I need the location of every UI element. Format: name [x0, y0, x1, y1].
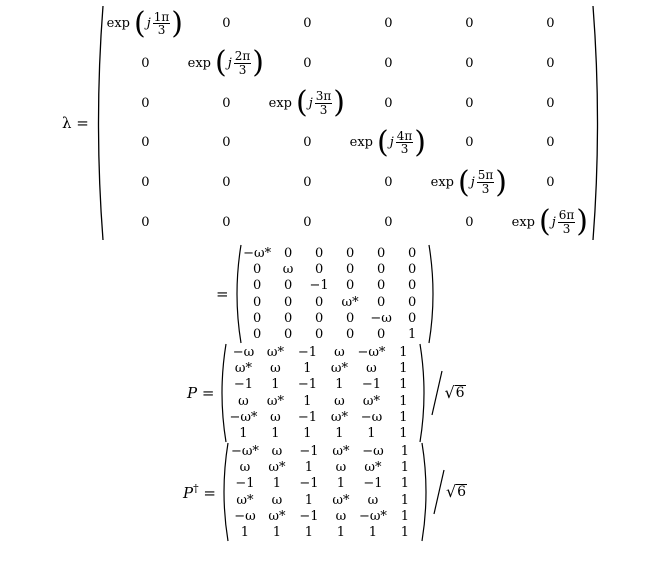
- matrix-entry: ω*: [332, 443, 350, 459]
- matrix-entry: 0: [252, 327, 262, 343]
- pdag-equation: [183, 442, 467, 542]
- diag-exp-entry: [348, 123, 429, 163]
- matrix-entry: 1: [304, 460, 314, 476]
- fraction-denominator: 3: [319, 102, 328, 117]
- matrix-entry: 1: [400, 476, 410, 492]
- right-paren: [428, 244, 437, 344]
- fraction: [558, 209, 576, 235]
- exp-label: exp: [106, 16, 131, 32]
- lambda-matrix: [105, 4, 591, 242]
- matrix-entry: 0: [407, 262, 417, 278]
- matrix-entry: ω*: [268, 460, 286, 476]
- slash: [432, 468, 446, 516]
- matrix-entry: 0: [283, 327, 293, 343]
- matrix-entry: 1: [335, 426, 344, 442]
- matrix-entry: 0: [283, 294, 293, 310]
- right-paren: [419, 343, 428, 443]
- matrix-row: [227, 377, 419, 393]
- matrix-entry: −ω*: [358, 508, 387, 524]
- matrix-entry: −1: [297, 377, 318, 393]
- zero-entry: 0: [303, 55, 312, 71]
- matrix-row: [105, 44, 591, 84]
- matrix-entry: −ω*: [230, 443, 259, 459]
- exp-label: exp: [349, 135, 374, 151]
- matrix-entry: 0: [376, 262, 386, 278]
- zero-entry: 0: [222, 95, 231, 111]
- matrix-entry: ω*: [330, 361, 348, 377]
- exp-close-paren: ): [333, 85, 346, 121]
- pdag-lhs: [183, 482, 216, 502]
- matrix-entry: −1: [363, 476, 383, 492]
- matrix-entry: −1: [309, 278, 329, 294]
- matrix-entry: 1: [400, 508, 410, 524]
- zero-entry: 0: [141, 95, 150, 111]
- matrix-entry: 0: [376, 294, 386, 310]
- fraction-denominator: 3: [157, 23, 166, 38]
- sqrt: √ 6: [445, 481, 467, 501]
- matrix-entry: 1: [272, 525, 282, 541]
- matrix-entry: ω*: [330, 409, 348, 425]
- right-paren: [591, 4, 603, 242]
- slash: [430, 369, 444, 417]
- matrix-entry: −1: [299, 476, 319, 492]
- matrix-entry: −1: [297, 344, 318, 360]
- exp-label: exp: [511, 214, 536, 230]
- fraction: [234, 50, 252, 76]
- matrix-entry: 1: [271, 426, 280, 442]
- matrix-entry: ω*: [341, 294, 359, 310]
- p-var: P: [187, 384, 198, 402]
- matrix-row: [227, 426, 419, 442]
- exp-label: exp: [430, 175, 455, 191]
- matrix-entry: 0: [376, 278, 386, 294]
- j-label: j: [389, 135, 394, 151]
- left-paren: [233, 244, 242, 344]
- zero-entry: 0: [384, 55, 393, 71]
- diag-exp-entry: [186, 44, 267, 84]
- matrix-entry: 1: [303, 426, 312, 442]
- p-equation: [187, 343, 466, 443]
- matrix-entry: 1: [400, 443, 410, 459]
- matrix-row: [242, 245, 428, 261]
- zero-entry: 0: [222, 214, 231, 230]
- zero-entry: 0: [222, 16, 231, 32]
- zero-entry: 0: [384, 214, 393, 230]
- matrix-entry: 1: [271, 377, 280, 393]
- zero-entry: 0: [465, 55, 474, 71]
- matrix-row: [105, 202, 591, 242]
- matrix-entry: 1: [399, 361, 408, 377]
- zero-entry: 0: [222, 135, 231, 151]
- sqrt-arg: 6: [457, 483, 467, 500]
- matrix-entry: ω*: [364, 460, 382, 476]
- matrix-entry: 1: [399, 377, 408, 393]
- zero-entry: 0: [141, 55, 150, 71]
- matrix-entry: 0: [283, 310, 293, 326]
- matrix-entry: 1: [368, 525, 378, 541]
- lambda-equation: [62, 4, 603, 242]
- matrix-entry: 1: [336, 525, 346, 541]
- matrix-entry: ω: [239, 460, 251, 476]
- matrix-entry: 0: [314, 310, 324, 326]
- matrix-entry: 0: [252, 262, 262, 278]
- diag-exp-entry: [510, 202, 591, 242]
- fraction: [153, 11, 171, 37]
- zero-entry: 0: [141, 214, 150, 230]
- exp-close-paren: ): [414, 124, 427, 160]
- matrix-entry: ω: [271, 443, 283, 459]
- zero-entry: 0: [141, 135, 150, 151]
- matrix-row: [227, 344, 419, 360]
- matrix-entry: 1: [303, 361, 312, 377]
- matrix-entry: 0: [345, 310, 355, 326]
- matrix-entry: 1: [336, 476, 346, 492]
- exp-close-paren: ): [252, 45, 265, 81]
- matrix-row: [229, 443, 421, 459]
- matrix-row: [227, 360, 419, 376]
- matrix-entry: 0: [252, 310, 262, 326]
- omega-equation: [216, 244, 437, 344]
- exp-open-paren: (: [458, 164, 470, 200]
- exp-open-paren: (: [296, 85, 308, 121]
- matrix-entry: 0: [314, 245, 324, 261]
- matrix-entry: 0: [345, 278, 355, 294]
- matrix-entry: −1: [297, 409, 318, 425]
- matrix-entry: ω*: [362, 393, 380, 409]
- p-lhs: [187, 384, 214, 402]
- matrix-row: [229, 492, 421, 508]
- matrix-entry: −ω*: [243, 245, 272, 261]
- matrix-entry: 0: [407, 294, 417, 310]
- fraction-denominator: 3: [238, 62, 247, 77]
- matrix-entry: −ω: [362, 443, 384, 459]
- zero-entry: 0: [303, 175, 312, 191]
- matrix-entry: −1: [299, 508, 319, 524]
- matrix-entry: 1: [239, 426, 248, 442]
- matrix-entry: 0: [345, 245, 355, 261]
- matrix-entry: ω: [335, 460, 347, 476]
- matrix-row: [227, 409, 419, 425]
- zero-entry: 0: [303, 135, 312, 151]
- matrix-row: [105, 123, 591, 163]
- matrix-entry: 0: [283, 278, 293, 294]
- matrix-entry: ω: [367, 492, 379, 508]
- matrix-entry: 0: [345, 327, 355, 343]
- dagger: †: [193, 482, 199, 495]
- j-label: j: [470, 175, 475, 191]
- matrix-entry: 0: [314, 294, 324, 310]
- matrix-entry: ω: [335, 508, 347, 524]
- matrix-entry: −ω*: [229, 409, 258, 425]
- fraction-denominator: 3: [400, 142, 409, 157]
- matrix-entry: ω: [271, 492, 283, 508]
- fraction-numerator: 2π: [234, 49, 251, 64]
- zero-entry: 0: [141, 175, 150, 191]
- matrix-entry: ω*: [268, 508, 286, 524]
- matrix-entry: 0: [314, 327, 324, 343]
- omega-matrix: [242, 245, 428, 343]
- matrix-entry: −ω: [232, 344, 255, 360]
- sqrt: √ 6: [444, 382, 465, 402]
- left-paren: [218, 343, 227, 443]
- matrix-entry: ω: [334, 393, 345, 409]
- right-paren: [421, 442, 430, 542]
- p-eq-sign: =: [197, 384, 215, 402]
- matrix-entry: −ω*: [357, 344, 386, 360]
- matrix-entry: ω: [282, 262, 294, 278]
- p-matrix: [227, 344, 419, 442]
- matrix-entry: 1: [240, 525, 250, 541]
- exp-close-paren: ): [171, 5, 184, 41]
- matrix-row: [229, 459, 421, 475]
- matrix-row: [105, 163, 591, 203]
- matrix-entry: −ω: [234, 508, 256, 524]
- fraction-denominator: 3: [562, 221, 571, 236]
- exp-close-paren: ): [576, 204, 589, 240]
- matrix-row: [242, 310, 428, 326]
- matrix-entry: −1: [235, 476, 255, 492]
- zero-entry: 0: [546, 135, 555, 151]
- matrix-entry: −ω: [360, 409, 383, 425]
- fraction: [477, 169, 495, 195]
- j-label: j: [227, 55, 232, 71]
- lambda-lhs: λ =: [62, 114, 89, 132]
- zero-entry: 0: [546, 95, 555, 111]
- matrix-row: [229, 508, 421, 524]
- matrix-row: [229, 476, 421, 492]
- matrix-entry: ω: [366, 361, 377, 377]
- matrix-entry: 1: [367, 426, 376, 442]
- p-normalization: [430, 369, 465, 417]
- j-label: j: [146, 16, 151, 32]
- matrix-entry: 1: [399, 409, 408, 425]
- pdag-var: P: [183, 484, 194, 502]
- matrix-entry: 1: [399, 393, 408, 409]
- fraction-numerator: 5π: [477, 168, 494, 183]
- fraction-numerator: 1π: [153, 9, 170, 24]
- matrix-entry: 0: [283, 245, 293, 261]
- fraction-numerator: 6π: [558, 208, 575, 223]
- matrix-row: [105, 4, 591, 44]
- matrix-entry: 0: [407, 278, 417, 294]
- pdag-matrix: [229, 443, 421, 541]
- zero-entry: 0: [465, 16, 474, 32]
- matrix-entry: ω*: [234, 361, 252, 377]
- matrix-entry: 1: [304, 492, 314, 508]
- omega-lhs: =: [216, 285, 229, 303]
- matrix-entry: 1: [400, 492, 410, 508]
- fraction: [315, 90, 333, 116]
- sqrt-arg: 6: [455, 384, 465, 401]
- exp-label: exp: [187, 55, 212, 71]
- matrix-entry: 1: [399, 344, 408, 360]
- zero-entry: 0: [465, 214, 474, 230]
- exp-open-paren: (: [134, 5, 146, 41]
- exp-label: exp: [268, 95, 293, 111]
- matrix-row: [105, 83, 591, 123]
- matrix-entry: 0: [407, 245, 417, 261]
- matrix-entry: 0: [345, 262, 355, 278]
- matrix-row: [242, 278, 428, 294]
- matrix-entry: −ω: [370, 310, 392, 326]
- matrix-entry: ω*: [266, 344, 284, 360]
- matrix-entry: ω: [334, 344, 345, 360]
- matrix-entry: ω*: [332, 492, 350, 508]
- fraction-denominator: 3: [481, 182, 490, 197]
- matrix-entry: 1: [400, 460, 410, 476]
- pdag-eq-sign: =: [198, 484, 216, 502]
- matrix-row: [227, 393, 419, 409]
- matrix-entry: 1: [400, 525, 410, 541]
- exp-close-paren: ): [495, 164, 508, 200]
- exp-open-paren: (: [215, 45, 227, 81]
- matrix-row: [242, 327, 428, 343]
- matrix-entry: 1: [407, 327, 417, 343]
- j-label: j: [551, 214, 556, 230]
- zero-entry: 0: [384, 175, 393, 191]
- matrix-entry: 1: [272, 476, 282, 492]
- zero-entry: 0: [465, 95, 474, 111]
- matrix-entry: 0: [252, 278, 262, 294]
- diag-exp-entry: [105, 4, 186, 44]
- matrix-entry: 0: [252, 294, 262, 310]
- zero-entry: 0: [222, 175, 231, 191]
- zero-entry: 0: [384, 16, 393, 32]
- matrix-entry: 1: [399, 426, 408, 442]
- matrix-entry: ω: [238, 393, 249, 409]
- matrix-entry: ω: [270, 409, 281, 425]
- left-paren: [93, 4, 105, 242]
- matrix-entry: −1: [299, 443, 319, 459]
- zero-entry: 0: [546, 55, 555, 71]
- pdag-normalization: [432, 468, 467, 516]
- matrix-entry: 1: [335, 377, 344, 393]
- fraction: [396, 130, 414, 156]
- matrix-entry: 0: [407, 310, 417, 326]
- matrix-row: [229, 525, 421, 541]
- matrix-entry: −1: [361, 377, 382, 393]
- exp-open-paren: (: [539, 204, 551, 240]
- fraction-numerator: 3π: [315, 89, 332, 104]
- zero-entry: 0: [303, 214, 312, 230]
- matrix-entry: ω: [270, 361, 281, 377]
- matrix-entry: ω*: [266, 393, 284, 409]
- matrix-entry: 0: [376, 245, 386, 261]
- matrix-row: [242, 261, 428, 277]
- zero-entry: 0: [546, 175, 555, 191]
- matrix-entry: 0: [376, 327, 386, 343]
- left-paren: [220, 442, 229, 542]
- zero-entry: 0: [546, 16, 555, 32]
- j-label: j: [308, 95, 313, 111]
- fraction-numerator: 4π: [396, 128, 413, 143]
- matrix-entry: ω*: [236, 492, 254, 508]
- matrix-entry: 0: [314, 262, 324, 278]
- matrix-entry: −1: [233, 377, 254, 393]
- exp-open-paren: (: [377, 124, 389, 160]
- diag-exp-entry: [267, 83, 348, 123]
- zero-entry: 0: [465, 135, 474, 151]
- matrix-row: [242, 294, 428, 310]
- matrix-entry: 1: [304, 525, 314, 541]
- zero-entry: 0: [384, 95, 393, 111]
- zero-entry: 0: [303, 16, 312, 32]
- matrix-entry: 1: [303, 393, 312, 409]
- diag-exp-entry: [429, 163, 510, 203]
